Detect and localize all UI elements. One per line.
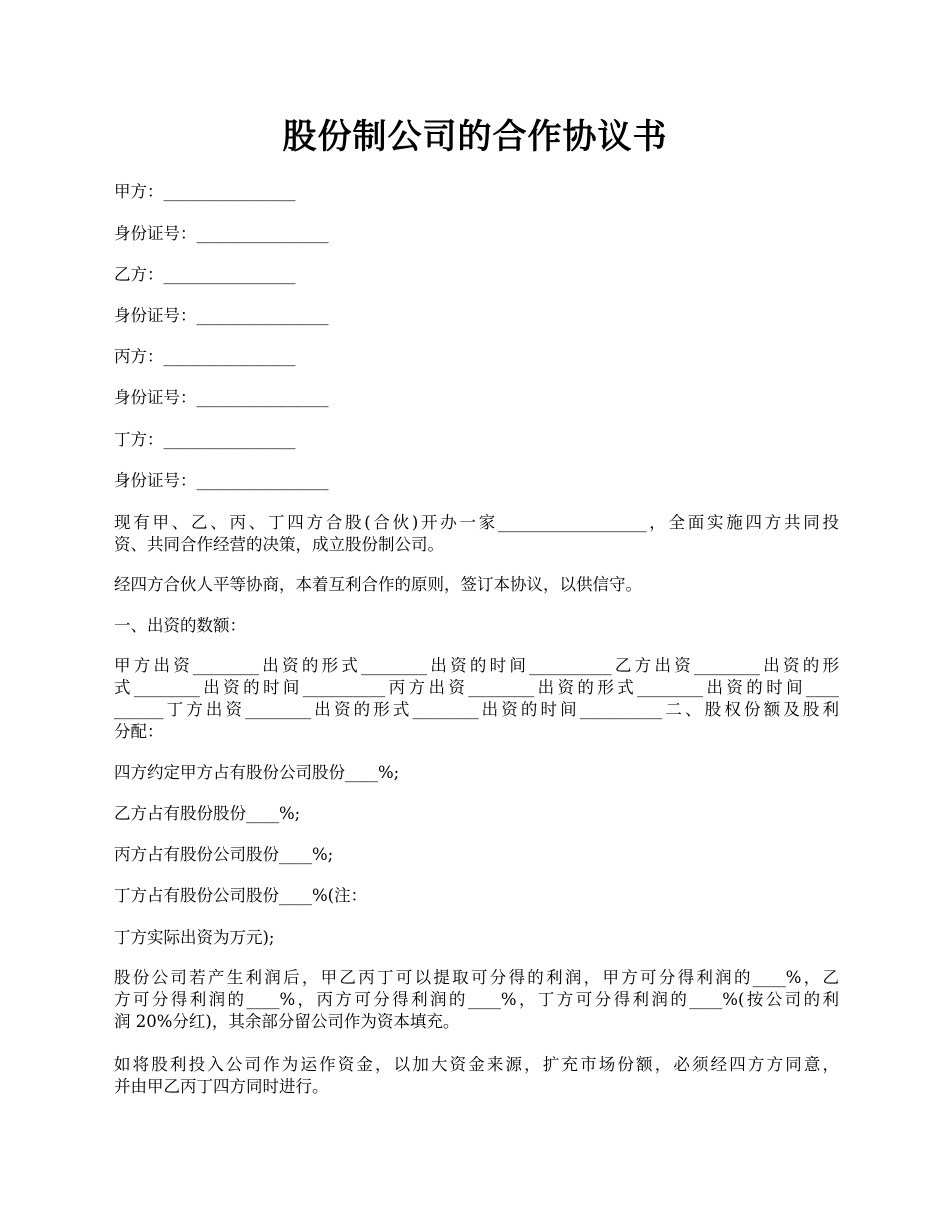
profit-line: 股份公司若产生利润后，甲乙丙丁可以提取可分得的利润，甲方可分得利润的____%，乙 [114, 968, 839, 987]
reinvest-paragraph [114, 1054, 839, 1098]
party-b-id-line: 身份证号：________________ [114, 306, 329, 325]
intro-line: 现有甲、乙、丙、丁四方合股(合伙)开办一家__________________，全面实施四方共同投 [114, 513, 839, 532]
party-d-id-line: 身份证号：________________ [114, 471, 329, 490]
party-d-name-line: 丁方：________________ [114, 430, 296, 449]
intro-line: 资、共同合作经营的决策，成立股份制公司。 [114, 535, 444, 554]
share-party-c: 丙方占有股份公司股份____%; [114, 845, 334, 864]
share-party-d: 丁方占有股份公司股份____%(注： [114, 886, 368, 905]
profit-paragraph [114, 967, 839, 1033]
consult-paragraph: 经四方合伙人平等协商，本着互利合作的原则，签订本协议，以供信守。 [114, 575, 642, 594]
party-b-name-line: 乙方：________________ [114, 265, 296, 284]
document-title: 股份制公司的合作协议书 [282, 117, 668, 157]
profit-line: 方可分得利润的____%，丙方可分得利润的____%，丁方可分得利润的____%(按公司的利 [114, 990, 839, 1009]
contribution-line: ______丁方出资________出资的形式________出资的时间__________二、股权份额及股利 [114, 700, 839, 719]
contribution-line: 式________出资的时间__________丙方出资________出资的形式________出资的时间____ [114, 678, 839, 697]
profit-line: 润 20%分红)，其余部分留公司作为资本填充。 [114, 1012, 460, 1031]
reinvest-line: 并由甲乙丙丁四方同时进行。 [114, 1077, 329, 1096]
party-c-id-line: 身份证号：________________ [114, 388, 329, 407]
party-a-id-line: 身份证号：________________ [114, 224, 329, 243]
contribution-line: 分配： [114, 722, 164, 741]
reinvest-line: 如将股利投入公司作为运作资金，以加大资金来源，扩充市场份额，必须经四方方同意， [114, 1055, 839, 1074]
contribution-line: 甲方出资________出资的形式________出资的时间__________乙方出资________出资的形 [114, 656, 839, 675]
section1-heading: 一、出资的数额： [114, 616, 246, 635]
intro-paragraph [114, 512, 839, 556]
party-a-name-line: 甲方：________________ [114, 182, 296, 201]
contribution-paragraph [114, 655, 839, 743]
share-party-a: 四方约定甲方占有股份公司股份____%; [114, 763, 400, 782]
note-line: 丁方实际出资为万元); [114, 928, 275, 947]
share-party-b: 乙方占有股份股份____%; [114, 804, 301, 823]
party-c-name-line: 丙方：________________ [114, 347, 296, 366]
